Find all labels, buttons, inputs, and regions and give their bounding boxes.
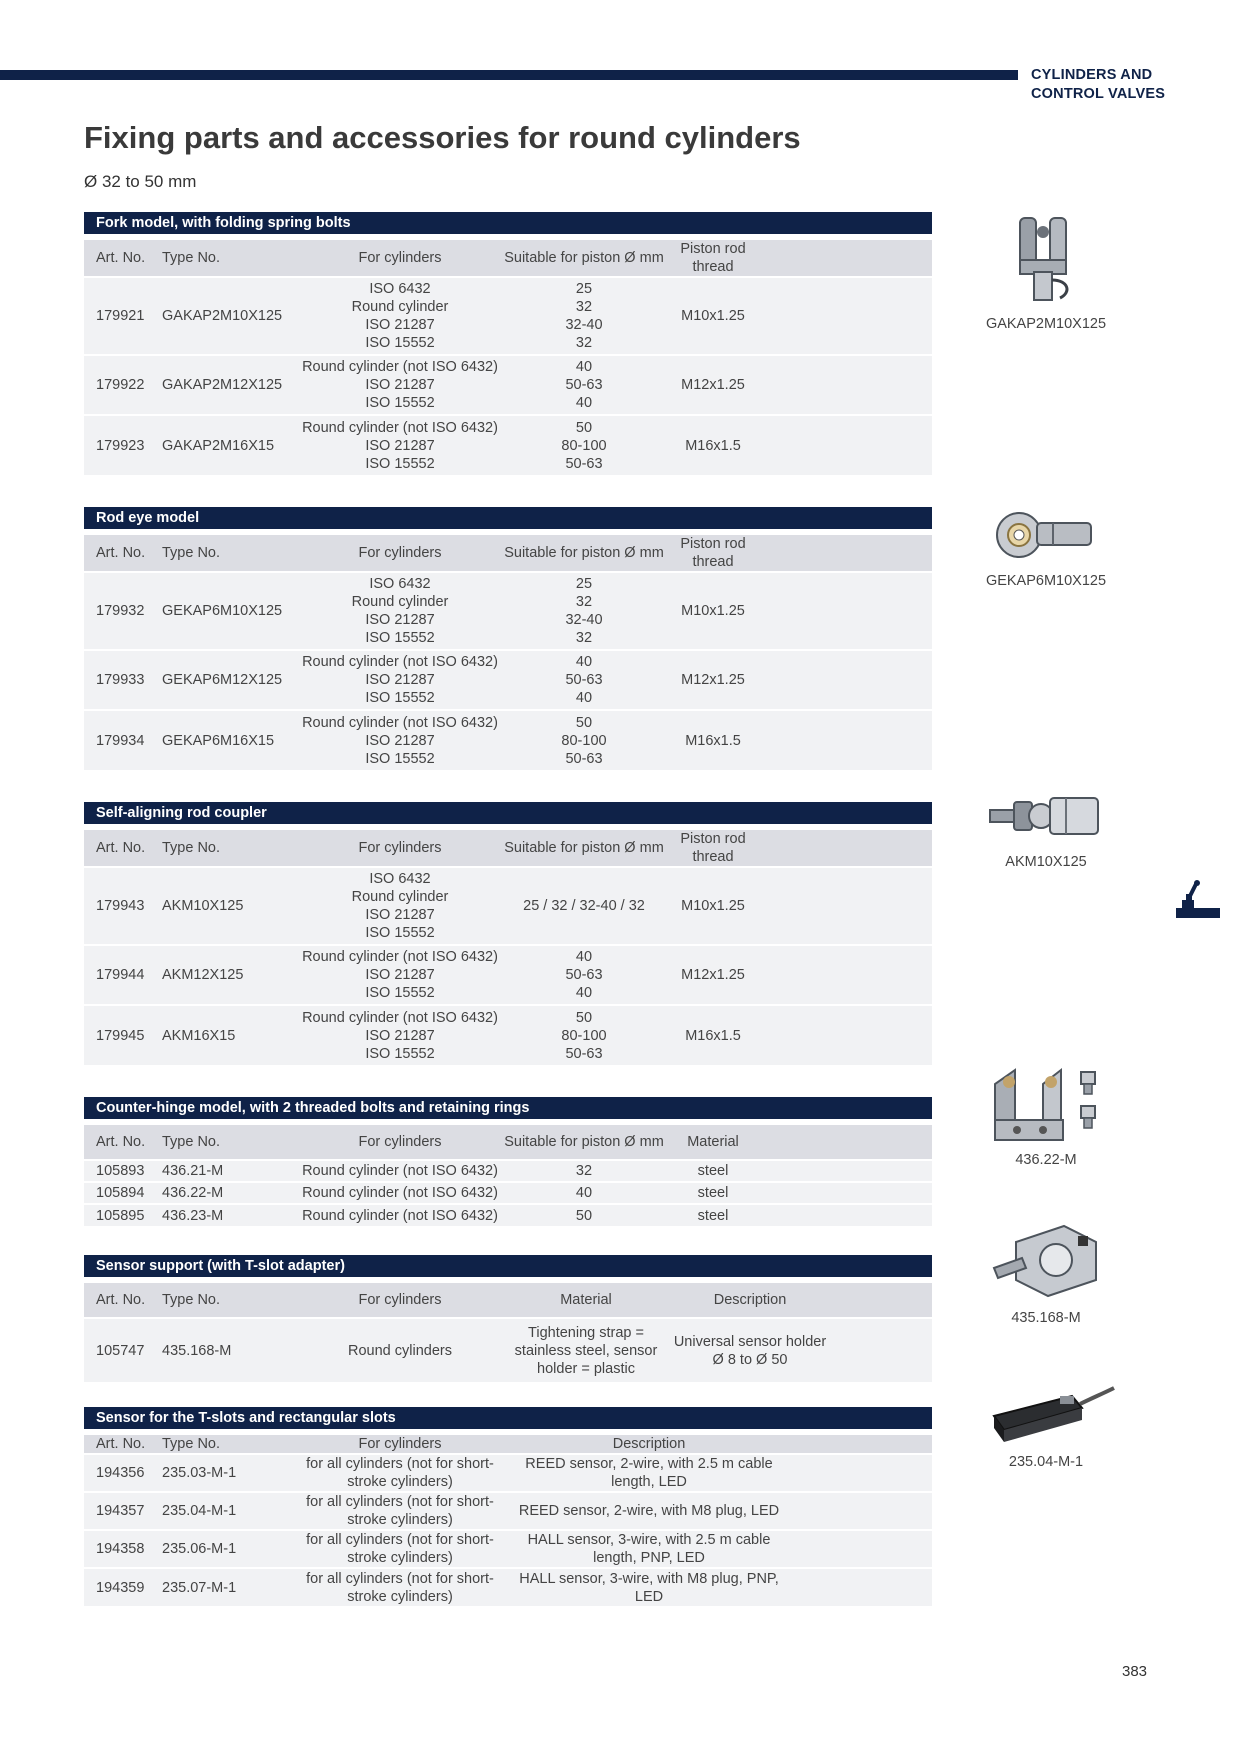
product-caption: GAKAP2M10X125 — [985, 316, 1107, 332]
slot-sensor-icon — [976, 1378, 1116, 1448]
section-title: Fork model, with folding spring bolts — [84, 212, 932, 234]
piston-diameter: 25 / 32 / 32-40 / 32 — [504, 867, 664, 945]
col-header: Description — [668, 1280, 832, 1318]
product-card-slot-sensor — [966, 1378, 1126, 1470]
counter-hinge-icon — [981, 1062, 1111, 1146]
art-no: 194359 — [84, 1568, 162, 1606]
type-no: GEKAP6M16X15 — [162, 710, 296, 770]
col-header: Material — [664, 1122, 762, 1160]
col-header: Type No. — [162, 237, 296, 277]
description: REED sensor, 2-wire, with 2.5 m cable length, LED — [504, 1454, 794, 1492]
art-no: 179923 — [84, 415, 162, 475]
section-sensor-support — [84, 1255, 932, 1382]
rod-thread: M10x1.25 — [664, 572, 762, 650]
for-cylinders: Round cylinder (not ISO 6432) ISO 21287 ISO 15552 — [296, 710, 504, 770]
rod-thread: M10x1.25 — [664, 277, 762, 355]
for-cylinders: for all cylinders (not for short-stroke cylinders) — [296, 1454, 504, 1492]
art-no: 194357 — [84, 1492, 162, 1530]
material: Tightening strap = stainless steel, sensor holder = plastic — [504, 1318, 668, 1382]
product-card-rod-eye — [966, 503, 1126, 589]
section-counter-hinge — [84, 1097, 932, 1226]
material: steel — [664, 1204, 762, 1226]
piston-diameter: 25 32 32-40 32 — [504, 277, 664, 355]
fork-model-table — [84, 234, 932, 475]
table-row — [84, 1568, 932, 1606]
section-title: Rod eye model — [84, 507, 932, 529]
table-row — [84, 1182, 932, 1204]
description: HALL sensor, 3-wire, with M8 plug, PNP, LED — [504, 1568, 794, 1606]
col-header: Art. No. — [84, 1122, 162, 1160]
art-no: 179945 — [84, 1005, 162, 1065]
category-line-2: CONTROL VALVES — [1031, 86, 1166, 102]
table-row — [84, 650, 932, 710]
description: Universal sensor holder Ø 8 to Ø 50 — [668, 1318, 832, 1382]
table-row — [84, 1492, 932, 1530]
col-header: Art. No. — [84, 827, 162, 867]
sensor-support-table — [84, 1277, 932, 1382]
art-no: 105893 — [84, 1160, 162, 1182]
col-header: For cylinders — [296, 1432, 504, 1454]
product-caption: AKM10X125 — [1005, 854, 1087, 870]
piston-diameter: 40 50-63 40 — [504, 945, 664, 1005]
table-row — [84, 1204, 932, 1226]
for-cylinders: Round cylinder (not ISO 6432) — [296, 1204, 504, 1226]
sensor-support-icon — [986, 1220, 1106, 1304]
type-no: GAKAP2M16X15 — [162, 415, 296, 475]
type-no: 435.168-M — [162, 1318, 296, 1382]
col-header: Type No. — [162, 1122, 296, 1160]
table-row — [84, 1160, 932, 1182]
type-no: AKM12X125 — [162, 945, 296, 1005]
table-row — [84, 1005, 932, 1065]
col-header: Suitable for piston Ø mm — [504, 1122, 664, 1160]
for-cylinders: Round cylinder (not ISO 6432) ISO 21287 ISO 15552 — [296, 945, 504, 1005]
col-header: Suitable for piston Ø mm — [504, 827, 664, 867]
fork-clevis-icon — [1006, 210, 1086, 310]
col-header: Piston rod thread — [664, 532, 762, 572]
piston-diameter: 50 — [504, 1204, 664, 1226]
type-no: AKM16X15 — [162, 1005, 296, 1065]
rod-thread: M10x1.25 — [664, 867, 762, 945]
material: steel — [664, 1160, 762, 1182]
slot-sensor-table — [84, 1429, 932, 1606]
product-card-counter-hinge — [966, 1062, 1126, 1168]
col-header: For cylinders — [296, 532, 504, 572]
rod-eye-table — [84, 529, 932, 770]
counter-hinge-table — [84, 1119, 932, 1226]
rod-thread: M12x1.25 — [664, 355, 762, 415]
type-no: 436.22-M — [162, 1182, 296, 1204]
table-row — [84, 355, 932, 415]
for-cylinders: Round cylinder (not ISO 6432) ISO 21287 ISO 15552 — [296, 1005, 504, 1065]
col-header: For cylinders — [296, 237, 504, 277]
rod-thread: M12x1.25 — [664, 945, 762, 1005]
category-line-1: CYLINDERS AND — [1031, 67, 1153, 83]
section-title: Sensor support (with T-slot adapter) — [84, 1255, 932, 1277]
page-number: 383 — [1122, 1663, 1148, 1680]
section-rod-eye-model — [84, 507, 932, 770]
type-no: GAKAP2M12X125 — [162, 355, 296, 415]
product-caption: GEKAP6M10X125 — [985, 573, 1107, 589]
product-caption: 435.168-M — [1011, 1310, 1081, 1326]
section-title: Self-aligning rod coupler — [84, 802, 932, 824]
col-header: Suitable for piston Ø mm — [504, 237, 664, 277]
art-no: 179932 — [84, 572, 162, 650]
art-no: 179922 — [84, 355, 162, 415]
rod-thread: M16x1.5 — [664, 1005, 762, 1065]
material: steel — [664, 1182, 762, 1204]
table-row — [84, 572, 932, 650]
description: REED sensor, 2-wire, with M8 plug, LED — [504, 1492, 794, 1530]
art-no: 194358 — [84, 1530, 162, 1568]
art-no: 179934 — [84, 710, 162, 770]
page-title: Fixing parts and accessories for round cylinders — [84, 120, 801, 155]
col-header: For cylinders — [296, 1280, 504, 1318]
product-card-sensor-support — [966, 1220, 1126, 1326]
type-no: 436.23-M — [162, 1204, 296, 1226]
for-cylinders: ISO 6432 Round cylinder ISO 21287 ISO 15552 — [296, 867, 504, 945]
type-no: GEKAP6M12X125 — [162, 650, 296, 710]
rod-thread: M12x1.25 — [664, 650, 762, 710]
for-cylinders: Round cylinder (not ISO 6432) ISO 21287 ISO 15552 — [296, 355, 504, 415]
art-no: 179944 — [84, 945, 162, 1005]
col-header: Description — [504, 1432, 794, 1454]
for-cylinders: ISO 6432 Round cylinder ISO 21287 ISO 15552 — [296, 277, 504, 355]
art-no: 179943 — [84, 867, 162, 945]
section-rod-coupler — [84, 802, 932, 1065]
for-cylinders: Round cylinder (not ISO 6432) ISO 21287 ISO 15552 — [296, 415, 504, 475]
col-header: Type No. — [162, 827, 296, 867]
header-bar — [0, 70, 1018, 80]
table-row — [84, 1454, 932, 1492]
table-row — [84, 415, 932, 475]
for-cylinders: for all cylinders (not for short-stroke cylinders) — [296, 1568, 504, 1606]
for-cylinders: Round cylinder (not ISO 6432) — [296, 1160, 504, 1182]
description: HALL sensor, 3-wire, with 2.5 m cable length, PNP, LED — [504, 1530, 794, 1568]
col-header: For cylinders — [296, 1122, 504, 1160]
piston-diameter: 40 — [504, 1182, 664, 1204]
type-no: 235.07-M-1 — [162, 1568, 296, 1606]
type-no: 235.04-M-1 — [162, 1492, 296, 1530]
for-cylinders: ISO 6432 Round cylinder ISO 21287 ISO 15552 — [296, 572, 504, 650]
piston-diameter: 25 32 32-40 32 — [504, 572, 664, 650]
table-row — [84, 710, 932, 770]
type-no: AKM10X125 — [162, 867, 296, 945]
for-cylinders: Round cylinder (not ISO 6432) ISO 21287 ISO 15552 — [296, 650, 504, 710]
col-header: Piston rod thread — [664, 827, 762, 867]
section-title: Counter-hinge model, with 2 threaded bolts and retaining rings — [84, 1097, 932, 1119]
col-header: Art. No. — [84, 1280, 162, 1318]
col-header: For cylinders — [296, 827, 504, 867]
product-caption: 436.22-M — [1015, 1152, 1077, 1168]
table-row — [84, 945, 932, 1005]
product-card-fork — [966, 210, 1126, 332]
type-no: GEKAP6M10X125 — [162, 572, 296, 650]
for-cylinders: Round cylinder (not ISO 6432) — [296, 1182, 504, 1204]
table-row — [84, 867, 932, 945]
piston-diameter: 40 50-63 40 — [504, 650, 664, 710]
art-no: 194356 — [84, 1454, 162, 1492]
col-header: Type No. — [162, 532, 296, 572]
page-subtitle: Ø 32 to 50 mm — [84, 172, 197, 191]
section-slot-sensors — [84, 1407, 932, 1606]
type-no: GAKAP2M10X125 — [162, 277, 296, 355]
table-row — [84, 277, 932, 355]
for-cylinders: for all cylinders (not for short-stroke cylinders) — [296, 1530, 504, 1568]
for-cylinders: Round cylinders — [296, 1318, 504, 1382]
for-cylinders: for all cylinders (not for short-stroke cylinders) — [296, 1492, 504, 1530]
col-header: Material — [504, 1280, 668, 1318]
section-title: Sensor for the T-slots and rectangular slots — [84, 1407, 932, 1429]
category-label — [1031, 66, 1231, 104]
piston-diameter: 50 80-100 50-63 — [504, 710, 664, 770]
col-header: Piston rod thread — [664, 237, 762, 277]
table-row — [84, 1530, 932, 1568]
rod-coupler-icon — [986, 788, 1106, 848]
type-no: 235.03-M-1 — [162, 1454, 296, 1492]
art-no: 105895 — [84, 1204, 162, 1226]
lever-valve-icon — [1176, 880, 1220, 925]
art-no: 179933 — [84, 650, 162, 710]
piston-diameter: 50 80-100 50-63 — [504, 415, 664, 475]
art-no: 105747 — [84, 1318, 162, 1382]
product-card-coupler — [966, 788, 1126, 870]
art-no: 105894 — [84, 1182, 162, 1204]
col-header: Art. No. — [84, 532, 162, 572]
rod-thread: M16x1.5 — [664, 710, 762, 770]
art-no: 179921 — [84, 277, 162, 355]
product-caption: 235.04-M-1 — [1008, 1454, 1084, 1470]
type-no: 436.21-M — [162, 1160, 296, 1182]
type-no: 235.06-M-1 — [162, 1530, 296, 1568]
col-header: Type No. — [162, 1432, 296, 1454]
section-fork-model — [84, 212, 932, 475]
rod-eye-icon — [991, 503, 1101, 567]
piston-diameter: 40 50-63 40 — [504, 355, 664, 415]
rod-thread: M16x1.5 — [664, 415, 762, 475]
col-header: Art. No. — [84, 1432, 162, 1454]
col-header: Type No. — [162, 1280, 296, 1318]
table-row — [84, 1318, 932, 1382]
piston-diameter: 32 — [504, 1160, 664, 1182]
piston-diameter: 50 80-100 50-63 — [504, 1005, 664, 1065]
rod-coupler-table — [84, 824, 932, 1065]
col-header: Suitable for piston Ø mm — [504, 532, 664, 572]
col-header: Art. No. — [84, 237, 162, 277]
